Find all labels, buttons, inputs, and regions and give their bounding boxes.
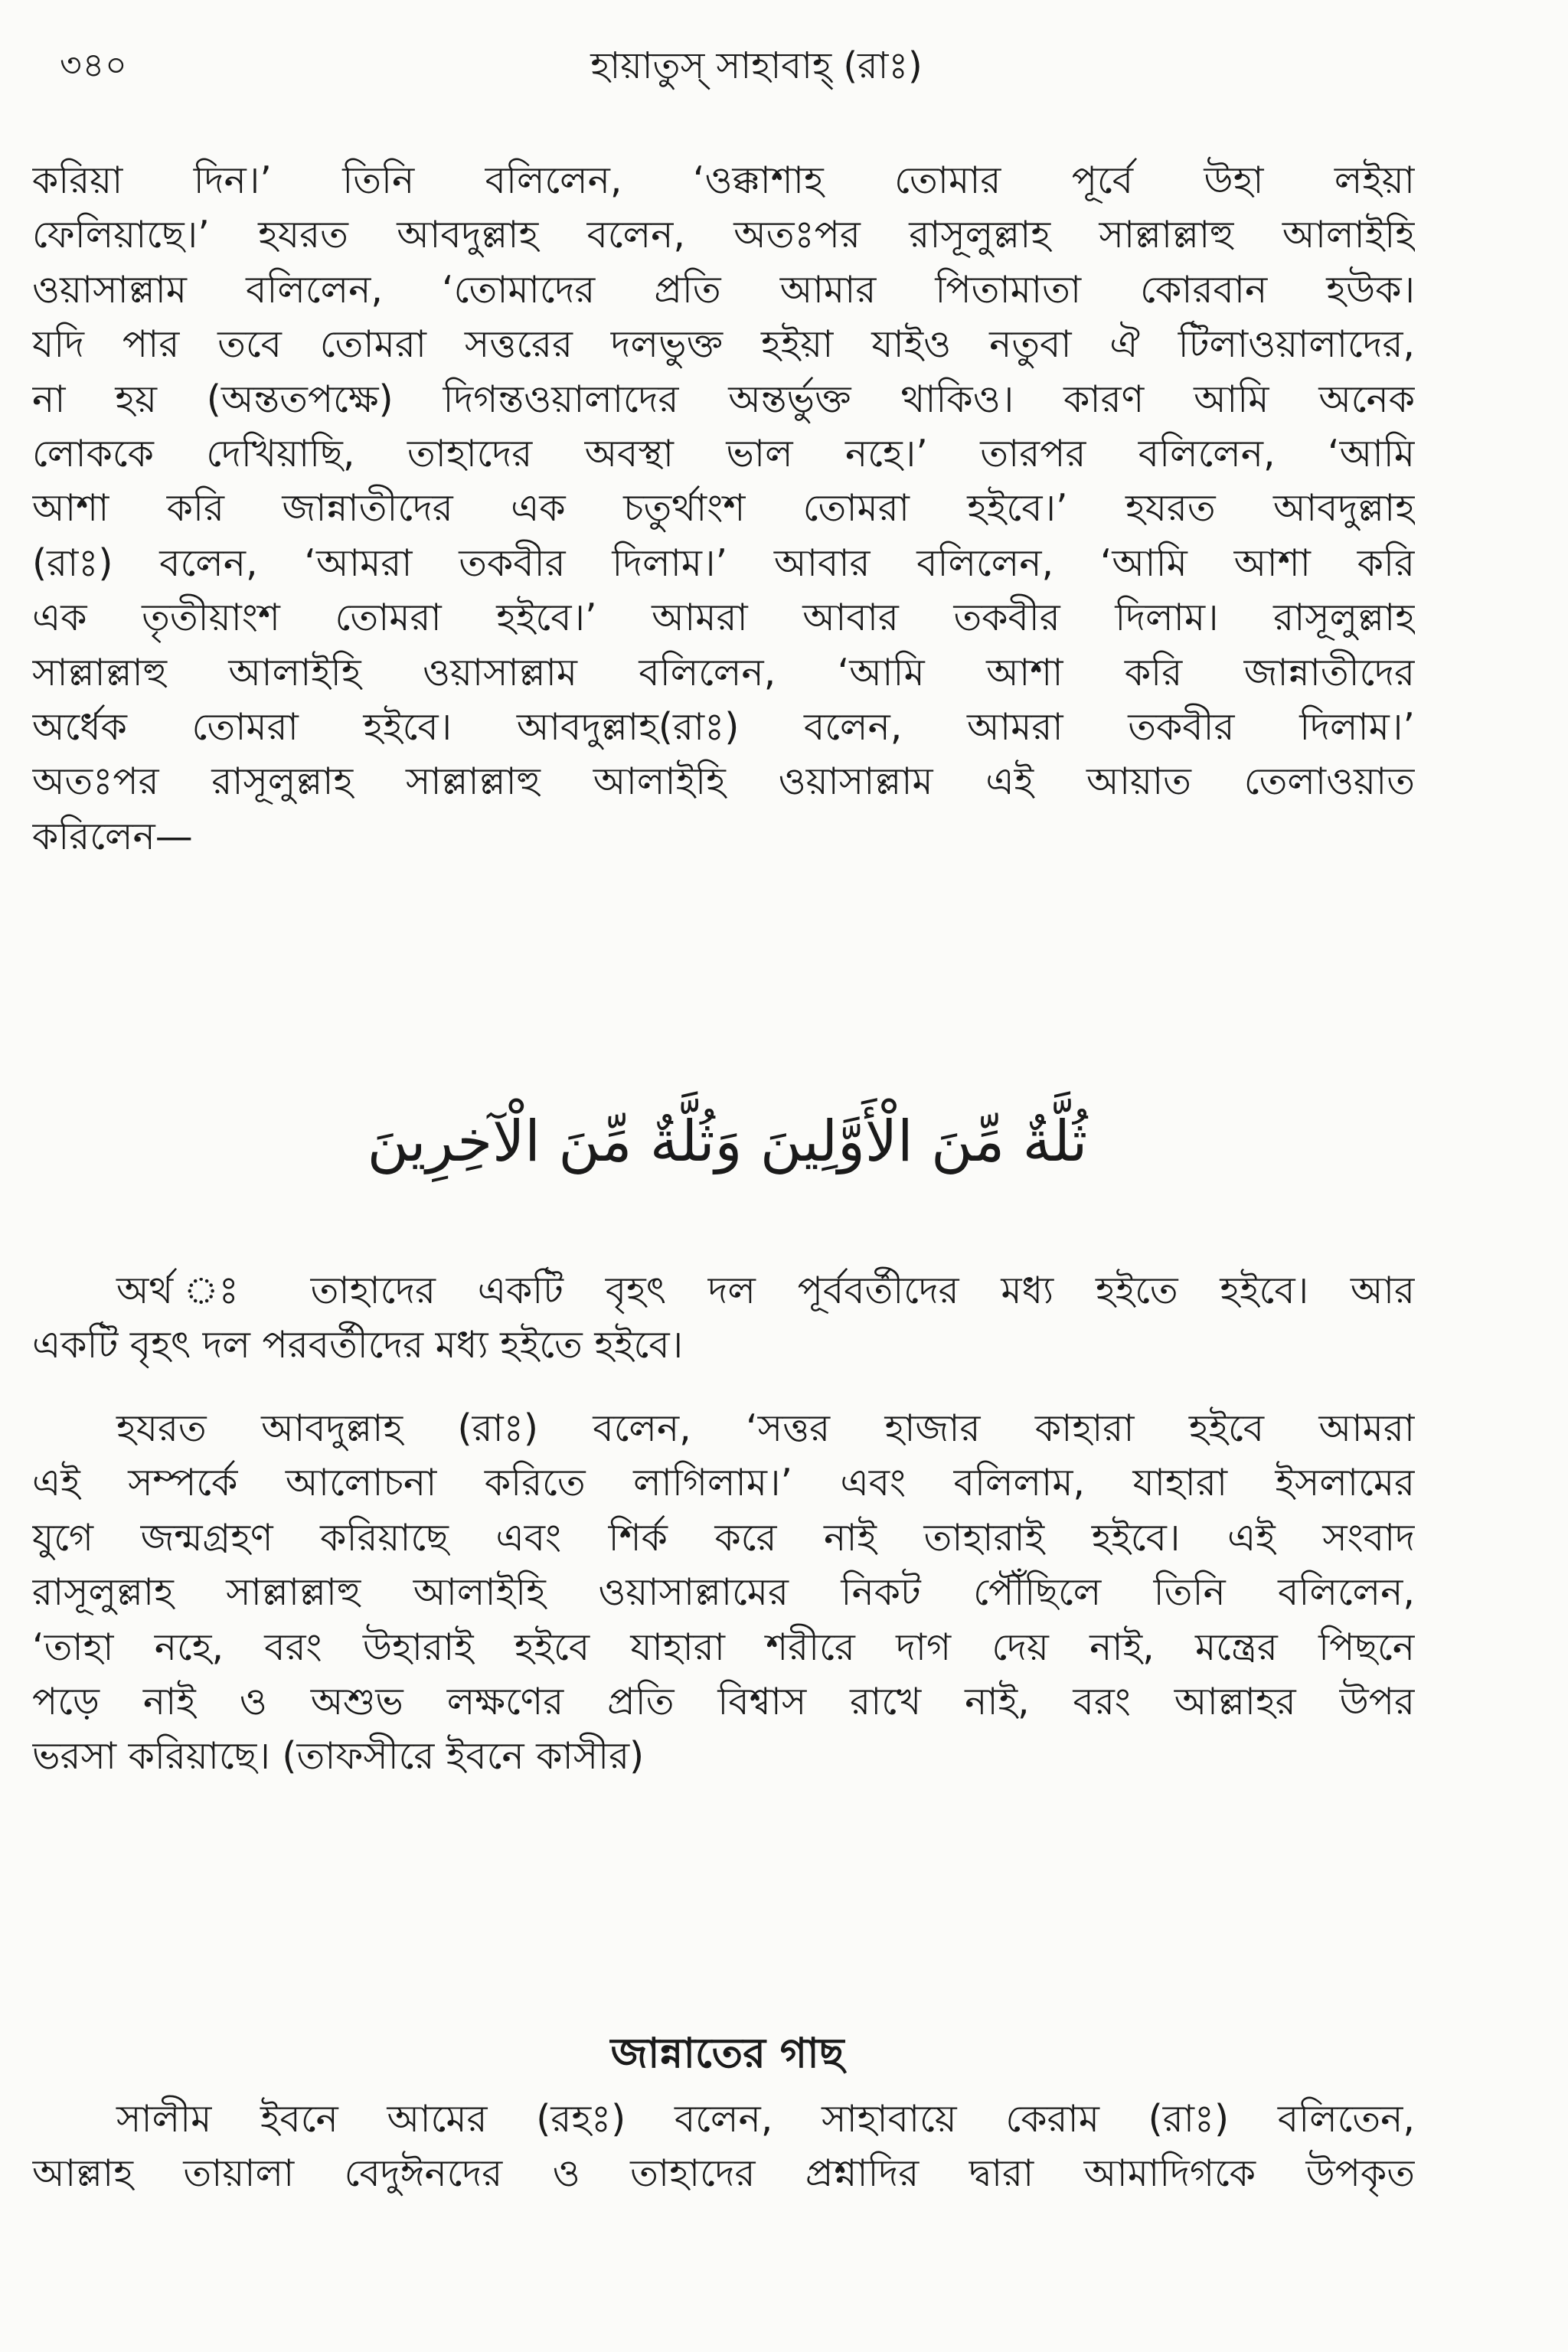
arabic-verse: ثُلَّةٌ مِّنَ الْأَوَّلِينَ وَثُلَّةٌ مِّنَ الْآخِرِينَ (367, 1109, 1088, 1174)
page-number: ৩৪০ (60, 46, 128, 85)
text-line: করিলেন— (32, 814, 193, 858)
book-title: হায়াতুস্ সাহাবাহ্ (রাঃ) (590, 44, 923, 87)
text-line: সালীম ইবনে আমের (রহঃ) বলেন, সাহাবায়ে কেরাম (রাঃ) বলিতেন, (116, 2097, 1415, 2141)
paragraph-translation (32, 1263, 1415, 1373)
paragraph-hadith (32, 153, 1415, 864)
text-line: হযরত আবদুল্লাহ (রাঃ) বলেন, ‘সত্তর হাজার কাহারা হইবে আমরা (116, 1406, 1415, 1450)
text-line: একটি বৃহৎ দল পরবর্তীদের মধ্য হইতে হইবে। (32, 1323, 684, 1367)
text-line: অর্ধেক তোমরা হইবে। আবদুল্লাহ(রাঃ) বলেন, আমরা তকবীর দিলাম।’ (32, 705, 1415, 750)
text-line: (রাঃ) বলেন, ‘আমরা তকবীর দিলাম।’ আবার বলিলেন, ‘আমি আশা করি (32, 541, 1415, 585)
text-line: ওয়াসাল্লাম বলিলেন, ‘তোমাদের প্রতি আমার পিতামাতা কোরবান হউক। (32, 267, 1415, 312)
text-line: ভরসা করিয়াছে। (তাফসীরে ইবনে কাসীর) (32, 1734, 645, 1779)
paragraph-seventy-thousand (32, 1401, 1415, 1784)
text-line: ‘তাহা নহে, বরং উহারাই হইবে যাহারা শরীরে দাগ দেয় নাই, মন্ত্রের পিছনে (32, 1625, 1415, 1669)
running-header (60, 34, 1453, 95)
text-line: অতঃপর রাসূলুল্লাহ সাল্লাল্লাহু আলাইহি ওয়াসাল্লাম এই আয়াত তেলাওয়াত (32, 760, 1415, 804)
paragraph-section (32, 2092, 1415, 2201)
text-line: আশা করি জান্নাতীদের এক চতুর্থাংশ তোমরা হইবে।’ হযরত আবদুল্লাহ (32, 486, 1415, 531)
text-line: রাসূলুল্লাহ সাল্লাল্লাহু আলাইহি ওয়াসাল্লামের নিকট পৌঁছিলে তিনি বলিলেন, (32, 1570, 1415, 1615)
text-line: করিয়া দিন।’ তিনি বলিলেন, ‘ওক্কাশাহ তোমার পূর্বে উহা লইয়া (32, 158, 1415, 202)
text-line: যদি পার তবে তোমরা সত্তরের দলভুক্ত হইয়া যাইও নতুবা ঐ টিলাওয়ালাদের, (32, 322, 1415, 367)
text-line: যুগে জন্মগ্রহণ করিয়াছে এবং শির্ক করে নাই তাহারাই হইবে। এই সংবাদ (32, 1515, 1415, 1560)
text-line: ফেলিয়াছে।’ হযরত আবদুল্লাহ বলেন, অতঃপর রাসূলুল্লাহ সাল্লাল্লাহু আলাইহি (32, 213, 1415, 257)
text-line: এই সম্পর্কে আলোচনা করিতে লাগিলাম।’ এবং বলিলাম, যাহারা ইসলামের (32, 1461, 1415, 1505)
section-heading: জান্নাতের গাছ (610, 2029, 844, 2077)
text-line: এক তৃতীয়াংশ তোমরা হইবে।’ আমরা আবার তকবীর দিলাম। রাসূলুল্লাহ (32, 596, 1415, 640)
text-line: পড়ে নাই ও অশুভ লক্ষণের প্রতি বিশ্বাস রাখে নাই, বরং আল্লাহর উপর (32, 1680, 1415, 1724)
text-line: না হয় (অন্ততপক্ষে) দিগন্তওয়ালাদের অন্তর্ভুক্ত থাকিও। কারণ আমি অনেক (32, 377, 1415, 421)
text-line: সাল্লাল্লাহু আলাইহি ওয়াসাল্লাম বলিলেন, ‘আমি আশা করি জান্নাতীদের (32, 650, 1415, 694)
text-line: আল্লাহ তায়ালা বেদুঈনদের ও তাহাদের প্রশ্নাদির দ্বারা আমাদিগকে উপকৃত (32, 2151, 1415, 2196)
text-line: অর্থ ঃ তাহাদের একটি বৃহৎ দল পূর্ববর্তীদের মধ্য হইতে হইবে। আর (116, 1269, 1415, 1312)
text-line: লোককে দেখিয়াছি, তাহাদের অবস্থা ভাল নহে।’ তারপর বলিলেন, ‘আমি (32, 432, 1415, 476)
